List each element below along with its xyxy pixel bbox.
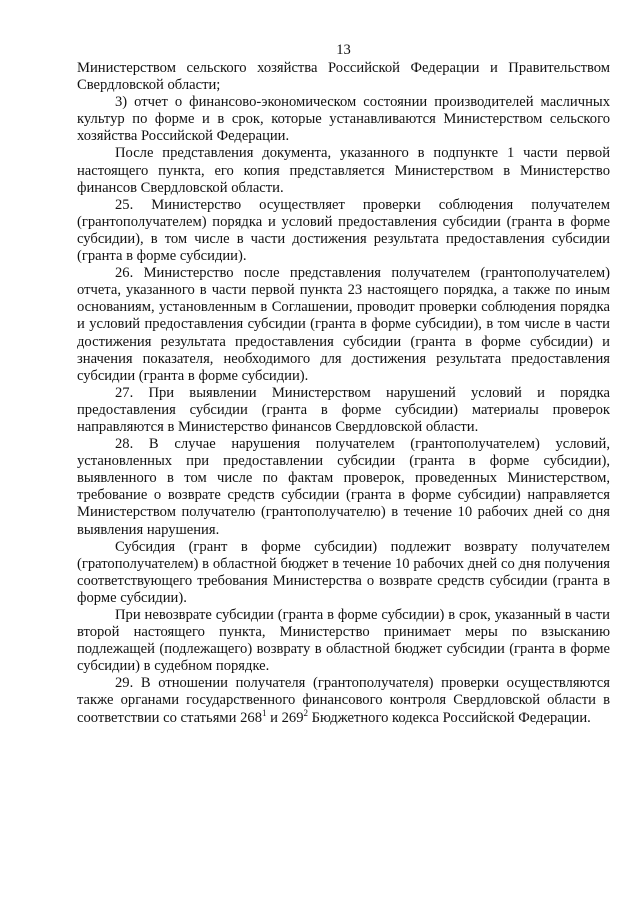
superscript-2: 2: [303, 707, 308, 718]
paragraph-1: Министерством сельского хозяйства Российской Федерации и Правительством Свердловской области;: [77, 60, 610, 94]
paragraph-10-text-b: и 269: [266, 709, 304, 726]
superscript-1: 1: [262, 707, 267, 718]
paragraph-10-text-a: 29. В отношении получателя (грантополучателя) проверки осуществляются также органами государственного финансового контроля Свердловской области в соответствии со статьями 268: [77, 675, 610, 726]
paragraph-2: 3) отчет о финансово-экономическом состоянии производителей масличных культур по форме и в срок, которые устанавливаются Министерством сельского хозяйства Российской Федерации.: [77, 94, 610, 145]
paragraph-4: 25. Министерство осуществляет проверки соблюдения получателем (грантополучателем) порядка и условий предоставления субсидии (гранта в форме субсидии), в том числе в части достижения результата предоставления субсидии (гранта в форме субсидии).: [77, 196, 610, 265]
page-number: 13: [336, 42, 351, 58]
paragraph-3: После представления документа, указанного в подпункте 1 части первой настоящего пункта, его копия представляется Министерством в Министерство финансов Свердловской области.: [77, 145, 610, 196]
paragraph-10-text-c: Бюджетного кодекса Российской Федерации.: [308, 709, 591, 726]
document-page: [77, 42, 610, 727]
paragraph-10: [77, 675, 610, 726]
paragraph-5: 26. Министерство после представления получателем (грантополучателем) отчета, указанного в части первой пункта 23 настоящего порядка, а также по иным основаниям, установленным в Соглашении, проводит проверки соблюдения порядка и условий предоставления субсидии (гранта в форме субсидии), в том числе в части достижения результата предоставления субсидии (гранта в форме субсидии) и значения показателя, необходимого для достижения результата предоставления субсидии (гранта в форме субсидии).: [77, 265, 610, 384]
paragraph-9: При невозврате субсидии (гранта в форме субсидии) в срок, указанный в части второй настоящего пункта, Министерство принимает меры по взысканию подлежащей (подлежащего) возврату в областной бюджет субсидии (гранта в форме субсидии) в судебном порядке.: [77, 607, 610, 675]
paragraph-6: 27. При выявлении Министерством нарушений условий и порядка предоставления субсидии (гранта в форме субсидии) материалы проверок направляются в Министерство финансов Свердловской области.: [77, 384, 610, 435]
paragraph-7: 28. В случае нарушения получателем (грантополучателем) условий, установленных при предоставлении субсидии (гранта в форме субсидии), выявленного в том числе по фактам проверок, проведенных Министерством, требование о возврате средств субсидии (гранта в форме субсидии) направляется Министерством получателю (грантополучателю) в течение 10 рабочих дней со дня выявления нарушения.: [77, 436, 610, 538]
paragraph-8: Субсидия (грант в форме субсидии) подлежит возврату получателем (гратополучателем) в областной бюджет в течение 10 рабочих дней со дня получения соответствующего требования Министерства о возврате средств субсидии (гранта в форме субсидии).: [77, 538, 610, 606]
